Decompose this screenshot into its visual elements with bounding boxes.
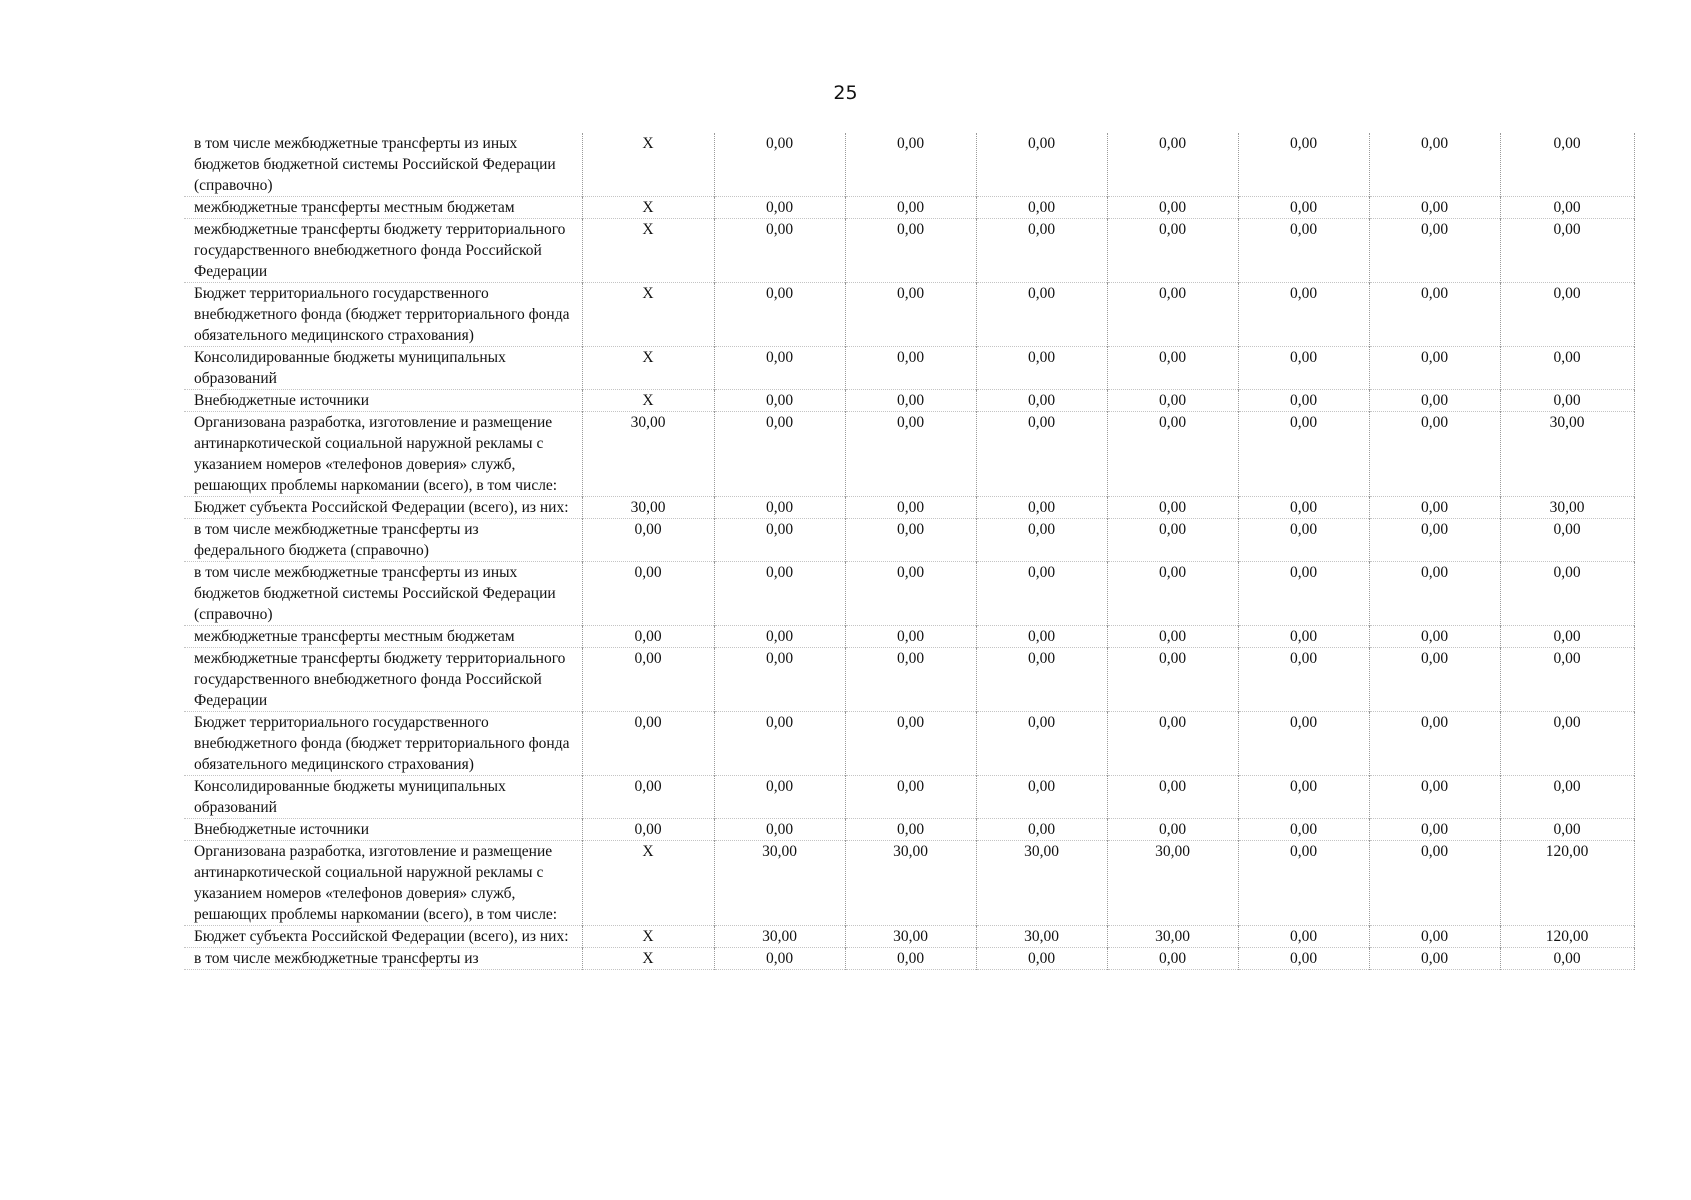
value-col-5: 0,00 <box>1107 412 1238 497</box>
value-col-4: 0,00 <box>976 390 1107 412</box>
value-col-6: 0,00 <box>1238 390 1369 412</box>
value-col-7: 0,00 <box>1369 926 1500 948</box>
value-col-1: 0,00 <box>582 712 714 776</box>
value-col-5: 30,00 <box>1107 841 1238 926</box>
value-col-3: 0,00 <box>845 819 976 841</box>
value-col-5: 0,00 <box>1107 819 1238 841</box>
value-col-6: 0,00 <box>1238 519 1369 562</box>
value-col-5: 0,00 <box>1107 648 1238 712</box>
value-col-7: 0,00 <box>1369 412 1500 497</box>
value-col-3: 0,00 <box>845 519 976 562</box>
value-col-total: 120,00 <box>1500 926 1634 948</box>
value-col-7: 0,00 <box>1369 841 1500 926</box>
value-col-1: X <box>582 133 714 197</box>
value-col-2: 0,00 <box>714 626 845 648</box>
value-col-6: 0,00 <box>1238 219 1369 283</box>
row-description: в том числе межбюджетные трансферты из иных бюджетов бюджетной системы Российской Федерации (справочно) <box>194 564 556 623</box>
value-col-1: X <box>582 948 714 970</box>
value-col-2: 0,00 <box>714 197 845 219</box>
value-col-1: 30,00 <box>582 497 714 519</box>
value-col-5: 0,00 <box>1107 390 1238 412</box>
row-description: в том числе межбюджетные трансферты из <box>194 950 479 967</box>
value-col-2: 0,00 <box>714 133 845 197</box>
value-col-3: 0,00 <box>845 347 976 390</box>
row-description: Консолидированные бюджеты муниципальных образований <box>194 778 506 816</box>
value-col-total: 0,00 <box>1500 819 1634 841</box>
value-col-7: 0,00 <box>1369 219 1500 283</box>
value-col-6: 0,00 <box>1238 133 1369 197</box>
row-description: межбюджетные трансферты местным бюджетам <box>194 628 515 645</box>
table-row <box>184 133 1634 197</box>
value-col-1: 0,00 <box>582 519 714 562</box>
value-col-4: 0,00 <box>976 519 1107 562</box>
table-row <box>184 562 1634 626</box>
value-col-1: X <box>582 390 714 412</box>
value-col-7: 0,00 <box>1369 519 1500 562</box>
value-col-5: 0,00 <box>1107 562 1238 626</box>
value-col-6: 0,00 <box>1238 626 1369 648</box>
value-col-4: 0,00 <box>976 626 1107 648</box>
value-col-7: 0,00 <box>1369 197 1500 219</box>
value-col-4: 30,00 <box>976 841 1107 926</box>
value-col-3: 0,00 <box>845 412 976 497</box>
value-col-7: 0,00 <box>1369 347 1500 390</box>
value-col-5: 0,00 <box>1107 197 1238 219</box>
value-col-4: 0,00 <box>976 776 1107 819</box>
value-col-4: 0,00 <box>976 347 1107 390</box>
value-col-7: 0,00 <box>1369 948 1500 970</box>
value-col-3: 0,00 <box>845 197 976 219</box>
value-col-total: 0,00 <box>1500 948 1634 970</box>
value-col-5: 0,00 <box>1107 776 1238 819</box>
value-col-total: 0,00 <box>1500 390 1634 412</box>
value-col-4: 0,00 <box>976 712 1107 776</box>
value-col-2: 30,00 <box>714 926 845 948</box>
value-col-1: 0,00 <box>582 819 714 841</box>
table-row <box>184 283 1634 347</box>
row-description: межбюджетные трансферты бюджету территориального государственного внебюджетного фонда Российской Федерации <box>194 650 566 709</box>
value-col-2: 0,00 <box>714 776 845 819</box>
value-col-4: 0,00 <box>976 819 1107 841</box>
value-col-3: 0,00 <box>845 712 976 776</box>
value-col-4: 0,00 <box>976 412 1107 497</box>
value-col-7: 0,00 <box>1369 819 1500 841</box>
value-col-1: 30,00 <box>582 412 714 497</box>
table-row <box>184 219 1634 283</box>
value-col-7: 0,00 <box>1369 776 1500 819</box>
value-col-6: 0,00 <box>1238 841 1369 926</box>
value-col-3: 30,00 <box>845 841 976 926</box>
value-col-total: 0,00 <box>1500 347 1634 390</box>
value-col-7: 0,00 <box>1369 712 1500 776</box>
row-description: межбюджетные трансферты местным бюджетам <box>194 199 515 216</box>
value-col-1: X <box>582 347 714 390</box>
value-col-total: 120,00 <box>1500 841 1634 926</box>
row-description: Организована разработка, изготовление и размещение антинаркотической социальной наружной рекламы с указанием номеров «телефонов доверия» служб, решающих проблемы наркомании (всего), в том числе: <box>194 843 558 923</box>
row-description: Консолидированные бюджеты муниципальных образований <box>194 349 506 387</box>
value-col-2: 0,00 <box>714 390 845 412</box>
value-col-5: 0,00 <box>1107 219 1238 283</box>
value-col-4: 0,00 <box>976 219 1107 283</box>
value-col-5: 0,00 <box>1107 347 1238 390</box>
value-col-6: 0,00 <box>1238 948 1369 970</box>
value-col-1: 0,00 <box>582 562 714 626</box>
value-col-7: 0,00 <box>1369 390 1500 412</box>
value-col-2: 0,00 <box>714 219 845 283</box>
value-col-5: 0,00 <box>1107 712 1238 776</box>
table-row <box>184 648 1634 712</box>
value-col-6: 0,00 <box>1238 562 1369 626</box>
value-col-4: 30,00 <box>976 926 1107 948</box>
value-col-4: 0,00 <box>976 562 1107 626</box>
value-col-3: 0,00 <box>845 283 976 347</box>
value-col-1: 0,00 <box>582 648 714 712</box>
value-col-total: 0,00 <box>1500 283 1634 347</box>
row-description: в том числе межбюджетные трансферты из иных бюджетов бюджетной системы Российской Федерации (справочно) <box>194 135 556 194</box>
value-col-total: 30,00 <box>1500 497 1634 519</box>
table-row <box>184 841 1634 926</box>
table-row <box>184 926 1634 948</box>
table-row <box>184 347 1634 390</box>
table-row <box>184 776 1634 819</box>
value-col-5: 30,00 <box>1107 926 1238 948</box>
row-description: Бюджет субъекта Российской Федерации (всего), из них: <box>194 499 569 516</box>
value-col-2: 0,00 <box>714 562 845 626</box>
table-row <box>184 948 1634 970</box>
value-col-total: 0,00 <box>1500 219 1634 283</box>
table-row <box>184 626 1634 648</box>
value-col-1: X <box>582 283 714 347</box>
value-col-4: 0,00 <box>976 283 1107 347</box>
value-col-6: 0,00 <box>1238 412 1369 497</box>
value-col-total: 30,00 <box>1500 412 1634 497</box>
row-description: Бюджет территориального государственного внебюджетного фонда (бюджет территориального фонда обязательного медицинского страхования) <box>194 285 570 344</box>
value-col-2: 30,00 <box>714 841 845 926</box>
value-col-6: 0,00 <box>1238 776 1369 819</box>
value-col-3: 0,00 <box>845 219 976 283</box>
table-row <box>184 390 1634 412</box>
value-col-5: 0,00 <box>1107 948 1238 970</box>
value-col-2: 0,00 <box>714 412 845 497</box>
row-description: в том числе межбюджетные трансферты из федерального бюджета (справочно) <box>194 521 479 559</box>
value-col-6: 0,00 <box>1238 497 1369 519</box>
value-col-3: 0,00 <box>845 648 976 712</box>
value-col-1: X <box>582 219 714 283</box>
row-description: Организована разработка, изготовление и размещение антинаркотической социальной наружной рекламы с указанием номеров «телефонов доверия» служб, решающих проблемы наркомании (всего), в том числе: <box>194 414 558 494</box>
value-col-5: 0,00 <box>1107 626 1238 648</box>
value-col-1: 0,00 <box>582 626 714 648</box>
value-col-6: 0,00 <box>1238 283 1369 347</box>
value-col-5: 0,00 <box>1107 283 1238 347</box>
value-col-total: 0,00 <box>1500 712 1634 776</box>
value-col-total: 0,00 <box>1500 648 1634 712</box>
value-col-2: 0,00 <box>714 948 845 970</box>
table-row <box>184 412 1634 497</box>
value-col-7: 0,00 <box>1369 133 1500 197</box>
value-col-6: 0,00 <box>1238 347 1369 390</box>
value-col-6: 0,00 <box>1238 197 1369 219</box>
page-number: 25 <box>833 82 858 104</box>
value-col-5: 0,00 <box>1107 133 1238 197</box>
value-col-3: 0,00 <box>845 133 976 197</box>
value-col-4: 0,00 <box>976 497 1107 519</box>
value-col-3: 0,00 <box>845 776 976 819</box>
value-col-2: 0,00 <box>714 648 845 712</box>
value-col-2: 0,00 <box>714 819 845 841</box>
value-col-2: 0,00 <box>714 347 845 390</box>
table-row <box>184 712 1634 776</box>
row-description: Бюджет субъекта Российской Федерации (всего), из них: <box>194 928 569 945</box>
value-col-3: 0,00 <box>845 390 976 412</box>
value-col-5: 0,00 <box>1107 519 1238 562</box>
table-row <box>184 497 1634 519</box>
value-col-7: 0,00 <box>1369 497 1500 519</box>
value-col-3: 0,00 <box>845 562 976 626</box>
value-col-2: 0,00 <box>714 283 845 347</box>
value-col-7: 0,00 <box>1369 562 1500 626</box>
value-col-1: X <box>582 197 714 219</box>
value-col-1: 0,00 <box>582 776 714 819</box>
value-col-4: 0,00 <box>976 133 1107 197</box>
row-description: Внебюджетные источники <box>194 821 370 838</box>
value-col-7: 0,00 <box>1369 626 1500 648</box>
value-col-2: 0,00 <box>714 497 845 519</box>
table-row <box>184 197 1634 219</box>
value-col-7: 0,00 <box>1369 648 1500 712</box>
value-col-total: 0,00 <box>1500 133 1634 197</box>
value-col-7: 0,00 <box>1369 283 1500 347</box>
row-description: межбюджетные трансферты бюджету территориального государственного внебюджетного фонда Российской Федерации <box>194 221 566 280</box>
value-col-3: 0,00 <box>845 626 976 648</box>
value-col-3: 0,00 <box>845 948 976 970</box>
value-col-6: 0,00 <box>1238 926 1369 948</box>
row-description: Бюджет территориального государственного внебюджетного фонда (бюджет территориального фонда обязательного медицинского страхования) <box>194 714 570 773</box>
value-col-6: 0,00 <box>1238 819 1369 841</box>
value-col-6: 0,00 <box>1238 648 1369 712</box>
value-col-2: 0,00 <box>714 712 845 776</box>
value-col-total: 0,00 <box>1500 626 1634 648</box>
value-col-3: 0,00 <box>845 497 976 519</box>
value-col-1: X <box>582 841 714 926</box>
table-row <box>184 819 1634 841</box>
value-col-total: 0,00 <box>1500 562 1634 626</box>
value-col-total: 0,00 <box>1500 776 1634 819</box>
value-col-total: 0,00 <box>1500 519 1634 562</box>
value-col-2: 0,00 <box>714 519 845 562</box>
table-row <box>184 519 1634 562</box>
table-body <box>184 133 1634 970</box>
value-col-5: 0,00 <box>1107 497 1238 519</box>
value-col-4: 0,00 <box>976 948 1107 970</box>
budget-table <box>184 133 1635 970</box>
value-col-1: X <box>582 926 714 948</box>
row-description: Внебюджетные источники <box>194 392 370 409</box>
value-col-4: 0,00 <box>976 648 1107 712</box>
value-col-total: 0,00 <box>1500 197 1634 219</box>
value-col-6: 0,00 <box>1238 712 1369 776</box>
value-col-3: 30,00 <box>845 926 976 948</box>
value-col-4: 0,00 <box>976 197 1107 219</box>
